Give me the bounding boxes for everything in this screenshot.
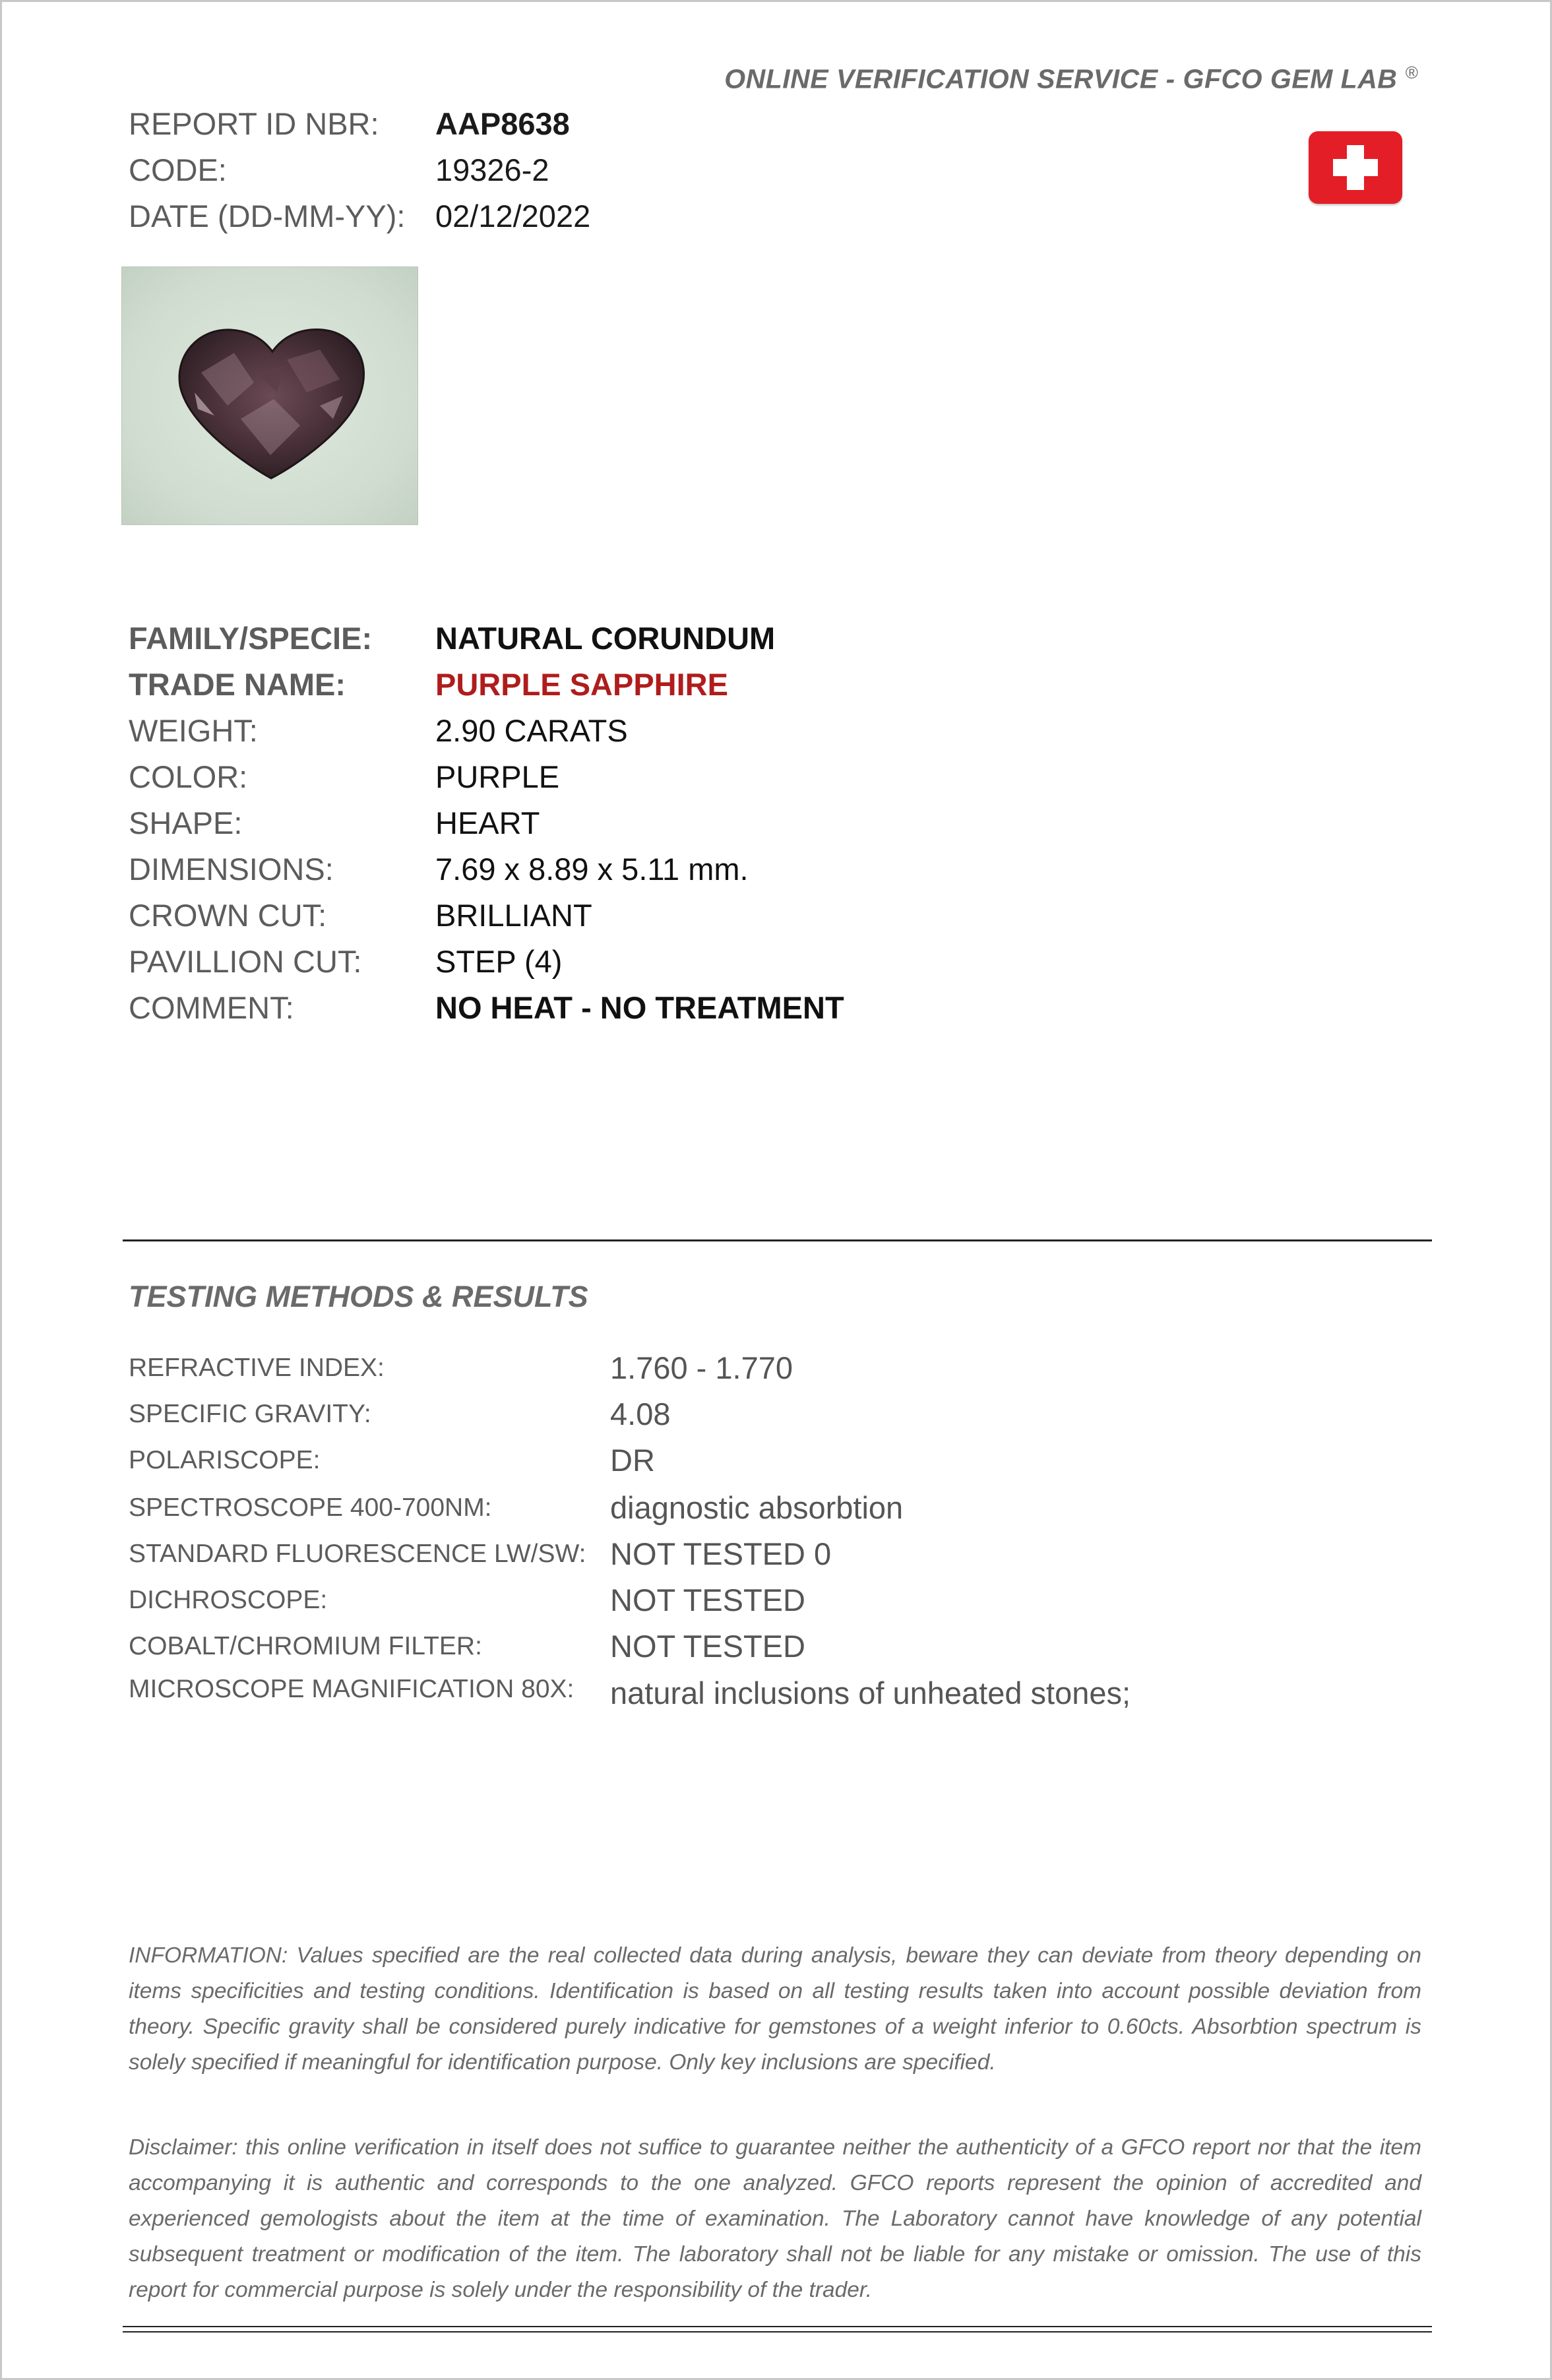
footer-rule-bottom (123, 2331, 1432, 2333)
code-label: CODE: (129, 152, 227, 187)
spectroscope-value: diagnostic absorbtion (610, 1490, 904, 1525)
code-value: 19326-2 (435, 152, 549, 187)
trade-name-label: TRADE NAME: (129, 667, 346, 702)
crown-cut-value: BRILLIANT (435, 898, 592, 933)
information-paragraph: INFORMATION: Values specified are the real collected data during analysis, beware they can deviate from theory depending on items specificities and testing conditions. Identification is based on all testing results taken into account possible deviation from theory. Specific gravity shall be considered purely indicative for gemstones of a weight inferior to 0.60cts. Absorbtion spectrum is solely specified if meaningful for identification purpose. Only key inclusions are specified. (129, 1943, 1421, 2075)
fluorescence-label: STANDARD FLUORESCENCE LW/SW: (129, 1540, 586, 1568)
fluorescence-value: NOT TESTED 0 (610, 1536, 832, 1571)
crown-cut-label: CROWN CUT: (129, 898, 327, 933)
report-id-label: REPORT ID NBR: (129, 106, 379, 141)
pavillion-cut-value: STEP (4) (435, 944, 563, 979)
polariscope-value: DR (610, 1443, 655, 1478)
comment-value: NO HEAT - NO TREATMENT (435, 990, 844, 1025)
section-divider (123, 1239, 1432, 1241)
dimensions-label: DIMENSIONS: (129, 852, 334, 887)
registered-mark: ® (1405, 63, 1418, 82)
pavillion-cut-label: PAVILLION CUT: (129, 944, 362, 979)
swiss-flag-icon (1309, 131, 1402, 204)
weight-label: WEIGHT: (129, 713, 258, 748)
microscope-label: MICROSCOPE MAGNIFICATION 80X: (129, 1675, 574, 1703)
color-label: COLOR: (129, 759, 248, 794)
dimensions-value: 7.69 x 8.89 x 5.11 mm. (435, 852, 749, 887)
gemstone-photo (121, 266, 418, 525)
polariscope-label: POLARISCOPE: (129, 1446, 321, 1474)
filter-value: NOT TESTED (610, 1629, 805, 1664)
disclaimer-paragraph: Disclaimer: this online verification in itself does not suffice to guarantee neither the authenticity of a GFCO report nor that the item accompanying it is authentic and corresponds to the one analyzed. GFCO reports represent the opinion of accredited and experienced gemologists about the item at the time of examination. The Laboratory cannot have knowledge of any potential subsequent treatment or modification of the item. The laboratory shall not be liable for any mistake or omission. The use of this report for commercial purpose is solely under the responsibility of the trader. (129, 2135, 1421, 2302)
shape-value: HEART (435, 805, 540, 840)
trade-name-value: PURPLE SAPPHIRE (435, 667, 728, 702)
comment-label: COMMENT: (129, 990, 294, 1025)
testing-section-title: TESTING METHODS & RESULTS (129, 1280, 588, 1313)
shape-label: SHAPE: (129, 805, 243, 840)
service-title-text: ONLINE VERIFICATION SERVICE - GFCO GEM LAB (724, 63, 1398, 94)
specific-gravity-label: SPECIFIC GRAVITY: (129, 1400, 371, 1428)
dichroscope-value: NOT TESTED (610, 1582, 805, 1617)
microscope-value: natural inclusions of unheated stones; (610, 1675, 1131, 1710)
refractive-index-value: 1.760 - 1.770 (610, 1350, 793, 1385)
filter-label: COBALT/CHROMIUM FILTER: (129, 1632, 482, 1660)
refractive-index-label: REFRACTIVE INDEX: (129, 1354, 385, 1382)
heart-gem-icon (122, 267, 418, 524)
specific-gravity-value: 4.08 (610, 1396, 671, 1431)
dichroscope-label: DICHROSCOPE: (129, 1586, 328, 1614)
report-id-value: AAP8638 (435, 106, 570, 141)
date-value: 02/12/2022 (435, 199, 591, 234)
footer-rule-top (123, 2326, 1432, 2327)
service-title (724, 63, 1418, 95)
family-label: FAMILY/SPECIE: (129, 621, 373, 656)
spectroscope-label: SPECTROSCOPE 400-700NM: (129, 1493, 492, 1522)
family-value: NATURAL CORUNDUM (435, 621, 776, 656)
color-value: PURPLE (435, 759, 560, 794)
weight-value: 2.90 CARATS (435, 713, 628, 748)
date-label: DATE (DD-MM-YY): (129, 199, 406, 234)
